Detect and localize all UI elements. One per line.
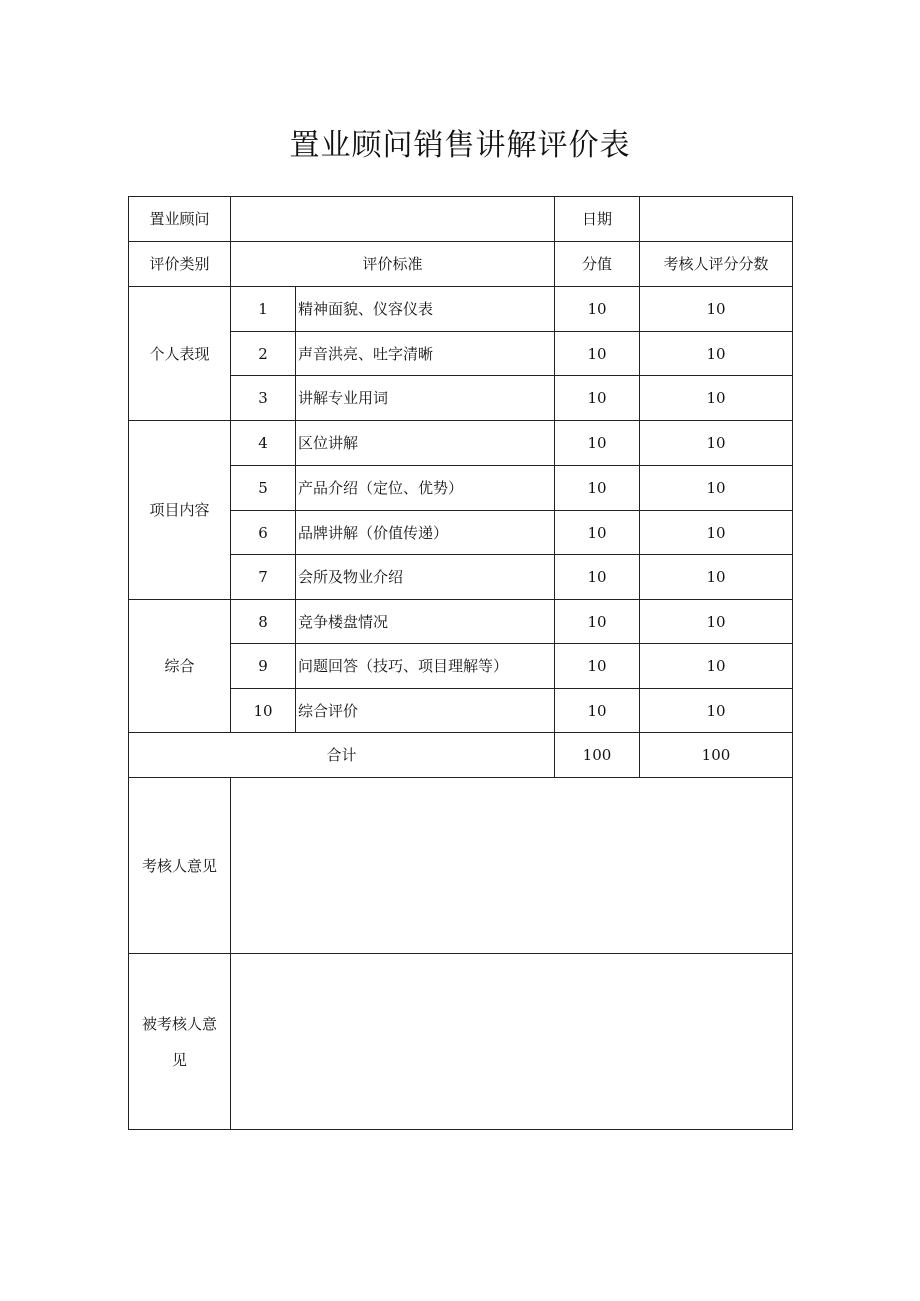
item-score: 10 — [555, 332, 640, 376]
item-criteria: 产品介绍（定位、优势） — [296, 466, 555, 511]
item-score: 10 — [555, 600, 640, 644]
table-row — [129, 600, 793, 644]
consultant-label: 置业顾问 — [129, 197, 231, 242]
assessee-opinion-row — [129, 954, 793, 1130]
category-cell: 个人表现 — [129, 287, 231, 421]
item-score: 10 — [555, 511, 640, 555]
item-number: 7 — [231, 555, 296, 600]
col-header-score: 分值 — [555, 242, 640, 287]
page-title: 置业顾问销售讲解评价表 — [289, 128, 631, 163]
assessor-opinion-row — [129, 778, 793, 954]
item-score: 10 — [555, 466, 640, 511]
item-number: 4 — [231, 421, 296, 466]
item-number: 5 — [231, 466, 296, 511]
item-criteria: 区位讲解 — [296, 421, 555, 466]
category-cell: 综合 — [129, 600, 231, 733]
consultant-field[interactable] — [231, 197, 555, 242]
item-assessor-score[interactable]: 10 — [640, 466, 793, 511]
item-assessor-score[interactable]: 10 — [640, 421, 793, 466]
item-score: 10 — [555, 689, 640, 733]
table-row — [129, 287, 793, 332]
item-assessor-score[interactable]: 10 — [640, 376, 793, 421]
item-criteria: 问题回答（技巧、项目理解等） — [296, 644, 555, 689]
item-assessor-score[interactable]: 10 — [640, 287, 793, 332]
item-number: 9 — [231, 644, 296, 689]
total-row — [129, 733, 793, 778]
item-criteria: 精神面貌、仪容仪表 — [296, 287, 555, 332]
item-score: 10 — [555, 421, 640, 466]
date-label: 日期 — [555, 197, 640, 242]
item-number: 2 — [231, 332, 296, 376]
item-criteria: 品牌讲解（价值传递） — [296, 511, 555, 555]
total-score: 100 — [555, 733, 640, 778]
item-criteria: 综合评价 — [296, 689, 555, 733]
evaluation-table — [128, 196, 793, 1130]
item-number: 8 — [231, 600, 296, 644]
date-field[interactable] — [640, 197, 793, 242]
item-criteria: 会所及物业介绍 — [296, 555, 555, 600]
item-assessor-score[interactable]: 10 — [640, 600, 793, 644]
total-label: 合计 — [129, 733, 555, 778]
assessor-opinion-label: 考核人意见 — [129, 778, 231, 954]
item-number: 6 — [231, 511, 296, 555]
col-header-category: 评价类别 — [129, 242, 231, 287]
item-score: 10 — [555, 287, 640, 332]
item-number: 1 — [231, 287, 296, 332]
item-criteria: 声音洪亮、吐字清晰 — [296, 332, 555, 376]
col-header-assessor-score: 考核人评分分数 — [640, 242, 793, 287]
category-cell: 项目内容 — [129, 421, 231, 600]
col-header-criteria: 评价标准 — [231, 242, 555, 287]
item-assessor-score[interactable]: 10 — [640, 555, 793, 600]
item-number: 3 — [231, 376, 296, 421]
item-score: 10 — [555, 376, 640, 421]
total-assessor-score: 100 — [640, 733, 793, 778]
header-info-row — [129, 197, 793, 242]
item-criteria: 竞争楼盘情况 — [296, 600, 555, 644]
item-assessor-score[interactable]: 10 — [640, 332, 793, 376]
item-score: 10 — [555, 555, 640, 600]
table-row — [129, 421, 793, 466]
item-score: 10 — [555, 644, 640, 689]
item-assessor-score[interactable]: 10 — [640, 689, 793, 733]
column-header-row — [129, 242, 793, 287]
item-assessor-score[interactable]: 10 — [640, 511, 793, 555]
assessee-opinion-field[interactable] — [231, 954, 793, 1130]
assessor-opinion-field[interactable] — [231, 778, 793, 954]
item-assessor-score[interactable]: 10 — [640, 644, 793, 689]
item-number: 10 — [231, 689, 296, 733]
item-criteria: 讲解专业用词 — [296, 376, 555, 421]
assessee-opinion-label: 被考核人意见 — [129, 954, 231, 1130]
